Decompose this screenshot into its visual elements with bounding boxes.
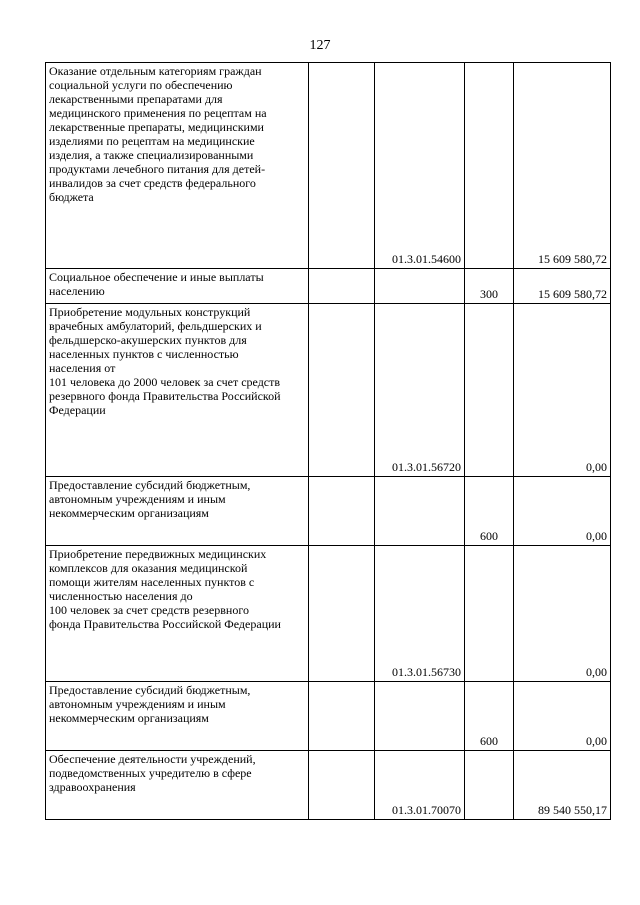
amount-cell: 89 540 550,17 [514, 751, 611, 820]
target-code-cell: 01.3.01.56720 [375, 304, 465, 477]
target-code-cell: 01.3.01.54600 [375, 63, 465, 269]
empty-cell [309, 269, 375, 304]
row-name-cell [46, 682, 309, 751]
row-name: Предоставление субсидий бюджетным, автономным учреждениям и иным некоммерческим организациям [49, 683, 251, 725]
target-code-cell: 01.3.01.70070 [375, 751, 465, 820]
table-row [46, 477, 611, 546]
table-row [46, 63, 611, 269]
empty-cell [309, 546, 375, 682]
amount-cell: 0,00 [514, 304, 611, 477]
target-code-cell: 01.3.01.56730 [375, 546, 465, 682]
empty-cell [309, 63, 375, 269]
empty-cell [309, 682, 375, 751]
empty-cell [309, 304, 375, 477]
expense-type-cell: 600 [465, 477, 514, 546]
row-name: Социальное обеспечение и иные выплаты населению [49, 270, 264, 298]
row-name-cell [46, 63, 309, 269]
amount-cell: 15 609 580,72 [514, 63, 611, 269]
row-name-cell [46, 477, 309, 546]
amount-cell: 15 609 580,72 [514, 269, 611, 304]
row-name-cell [46, 269, 309, 304]
expense-type-cell [465, 546, 514, 682]
amount-cell: 0,00 [514, 477, 611, 546]
expense-type-cell: 600 [465, 682, 514, 751]
expense-type-cell: 300 [465, 269, 514, 304]
row-name: Приобретение передвижных медицинских комплексов для оказания медицинской помощи жителям населенных пунктов с численностью населения до 100 человек за счет средств резервного фонда Правительства Российской Федерации [49, 547, 281, 631]
table-row [46, 546, 611, 682]
row-name-cell [46, 304, 309, 477]
target-code-cell [375, 682, 465, 751]
table-row [46, 269, 611, 304]
expense-type-cell [465, 304, 514, 477]
budget-table [45, 62, 611, 820]
row-name-cell [46, 751, 309, 820]
table-row [46, 304, 611, 477]
amount-cell: 0,00 [514, 546, 611, 682]
row-name: Обеспечение деятельности учреждений, подведомственных учредителю в сфере здравоохранения [49, 752, 256, 794]
expense-type-cell [465, 63, 514, 269]
row-name-cell [46, 546, 309, 682]
amount-cell: 0,00 [514, 682, 611, 751]
expense-type-cell [465, 751, 514, 820]
empty-cell [309, 751, 375, 820]
table-row [46, 751, 611, 820]
target-code-cell [375, 269, 465, 304]
row-name: Приобретение модульных конструкций врачебных амбулаторий, фельдшерских и фельдшерско-акушерских пунктов для населенных пунктов с численностью населения от 101 человека до 2000 человек за счет средств резервного фонда Правительства Российской Федерации [49, 305, 281, 417]
row-name: Оказание отдельным категориям граждан социальной услуги по обеспечению лекарственными препаратами для медицинского применения по рецептам на лекарственные препараты, медицинскими изделиями по рецептам на медицинские изделия, а также специализированными продуктами лечебного питания для детей- инвалидов за счет средств федерального бюджета [49, 64, 267, 204]
target-code-cell [375, 477, 465, 546]
page-number: 127 [309, 38, 331, 53]
empty-cell [309, 477, 375, 546]
row-name: Предоставление субсидий бюджетным, автономным учреждениям и иным некоммерческим организациям [49, 478, 251, 520]
table-row [46, 682, 611, 751]
